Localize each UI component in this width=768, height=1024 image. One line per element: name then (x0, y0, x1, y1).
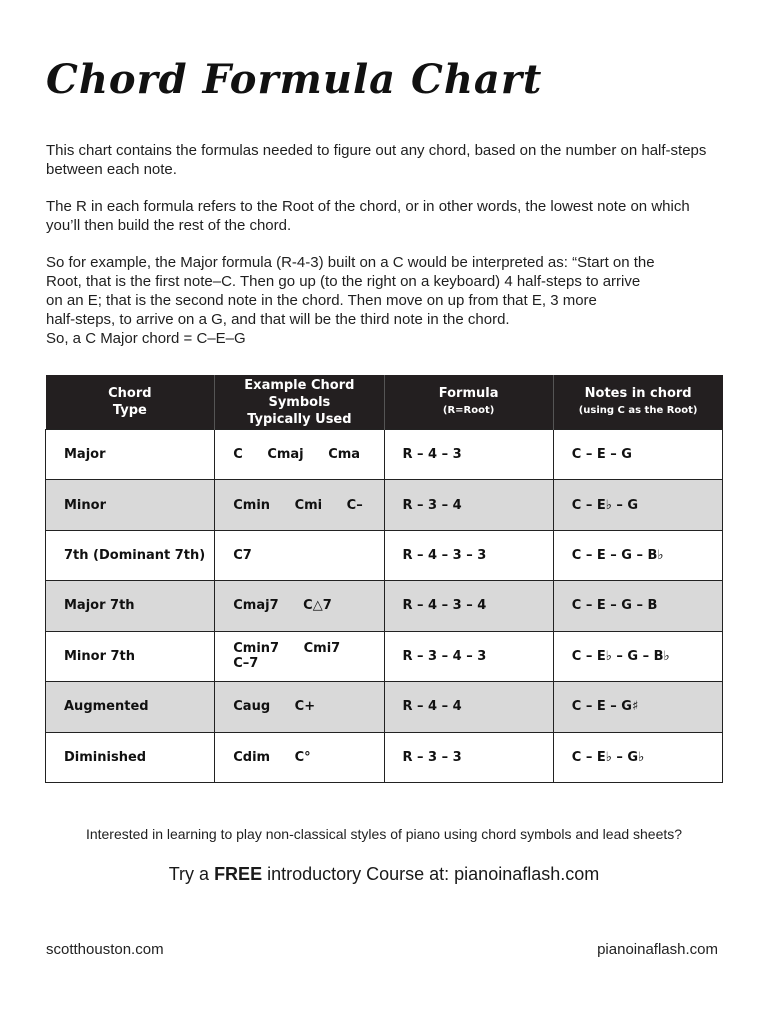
chord-type-cell: 7th (Dominant 7th) (46, 530, 215, 580)
chord-formula-table (45, 375, 723, 783)
notes-cell: C – E♭ – G – B♭ (553, 631, 722, 681)
chord-type-cell: Augmented (46, 682, 215, 732)
chord-symbols-cell (215, 682, 384, 732)
notes-cell: C – E♭ – G♭ (553, 732, 722, 782)
formula-cell: R – 4 – 3 (384, 430, 553, 480)
cta-question: Interested in learning to play non-classical styles of piano using chord symbols and lead sheets? (85, 826, 683, 842)
chord-symbol: Cmaj (267, 447, 304, 463)
intro-p3-line: on an E; that is the second note in the chord. Then move on up from that E, 3 more (46, 292, 597, 309)
intro-paragraph-1: This chart contains the formulas needed to figure out any chord, based on the number on half-steps between each note. (46, 142, 707, 178)
formula-cell: R – 3 – 3 (384, 732, 553, 782)
formula-cell: R – 3 – 4 – 3 (384, 631, 553, 681)
chord-symbol: C–7 (233, 656, 259, 672)
formula-cell: R – 4 – 4 (384, 682, 553, 732)
header-formula (384, 375, 553, 430)
table-row (46, 581, 723, 631)
chord-symbol: C° (294, 749, 311, 765)
notes-cell: C – E – G♯ (553, 682, 722, 732)
chord-symbols-cell (215, 732, 384, 782)
chord-symbol: Cmin7 (233, 641, 280, 657)
footer-link-pianoinaflash[interactable]: pianoinaflash.com (597, 941, 718, 958)
notes-cell: C – E – G – B (553, 581, 722, 631)
chord-symbol: Caug (233, 699, 271, 715)
notes-cell: C – E – G – B♭ (553, 530, 722, 580)
chord-symbol: Cmaj7 (233, 598, 279, 614)
footer-link-scotthouston[interactable]: scotthouston.com (46, 941, 164, 958)
intro-paragraph-2: The R in each formula refers to the Root of the chord, or in other words, the lowest note on which you’ll then build the rest of the chord. (46, 198, 690, 234)
chord-symbol: C (233, 447, 243, 463)
chord-symbols-cell (215, 581, 384, 631)
table-header-row (46, 375, 723, 430)
header-subline: (R=Root) (442, 405, 495, 416)
chord-symbols-cell (215, 480, 384, 530)
header-subline: (using C as the Root) (578, 405, 698, 416)
intro-p3-line: So, a C Major chord = C–E–G (46, 330, 246, 347)
header-notes-in-chord (553, 375, 722, 430)
header-example-symbols (215, 375, 384, 430)
chord-type-cell: Major (46, 430, 215, 480)
formula-cell: R – 4 – 3 – 4 (384, 581, 553, 631)
chord-symbols-cell (215, 631, 384, 681)
intro-p3-line: Root, that is the first note–C. Then go up (to the right on a keyboard) 4 half-steps to arrive (46, 273, 641, 290)
chord-type-cell: Minor 7th (46, 631, 215, 681)
header-line: Formula (438, 386, 499, 401)
chord-symbols-cell (215, 530, 384, 580)
header-chord-type (46, 375, 215, 430)
table-row (46, 480, 723, 530)
notes-cell: C – E – G (553, 430, 722, 480)
chord-symbol: Cmin (233, 497, 271, 513)
header-line: Notes in chord (584, 386, 692, 401)
chord-symbol: Cmi7 (303, 641, 341, 657)
formula-cell: R – 3 – 4 (384, 480, 553, 530)
table-row (46, 430, 723, 480)
intro-p3-line: half-steps, to arrive on a G, and that will be the third note in the chord. (46, 311, 510, 328)
table-row (46, 682, 723, 732)
table-row (46, 530, 723, 580)
chord-type-cell: Major 7th (46, 581, 215, 631)
header-line: Type (112, 403, 147, 418)
intro-paragraph-3 (46, 253, 726, 348)
chord-symbol: C+ (294, 699, 316, 715)
header-line: Chord (108, 386, 152, 401)
chord-type-cell: Minor (46, 480, 215, 530)
table-row (46, 631, 723, 681)
chord-symbol: Cdim (233, 749, 271, 765)
cta-free: FREE (214, 864, 263, 884)
cta-offer (0, 864, 768, 885)
chord-symbol: Cmi (294, 497, 323, 513)
chord-symbol: C△7 (303, 598, 332, 614)
cta-link-text[interactable]: introductory Course at: pianoinaflash.com (262, 864, 600, 884)
cta-prefix: Try a (168, 864, 215, 884)
formula-cell: R – 4 – 3 – 3 (384, 530, 553, 580)
header-line: Typically Used (247, 411, 352, 427)
chord-symbol: C7 (233, 548, 252, 564)
chord-symbols-cell (215, 430, 384, 480)
intro-p3-line: So for example, the Major formula (R-4-3) built on a C would be interpreted as: “Start on the (46, 254, 655, 271)
chord-type-cell: Diminished (46, 732, 215, 782)
header-line: Example Chord Symbols (244, 377, 355, 410)
notes-cell: C – E♭ – G (553, 480, 722, 530)
page-title: Chord Formula Chart (46, 56, 543, 103)
table-row (46, 732, 723, 782)
chord-symbol: C– (346, 497, 363, 513)
chord-symbol: Cma (328, 447, 361, 463)
